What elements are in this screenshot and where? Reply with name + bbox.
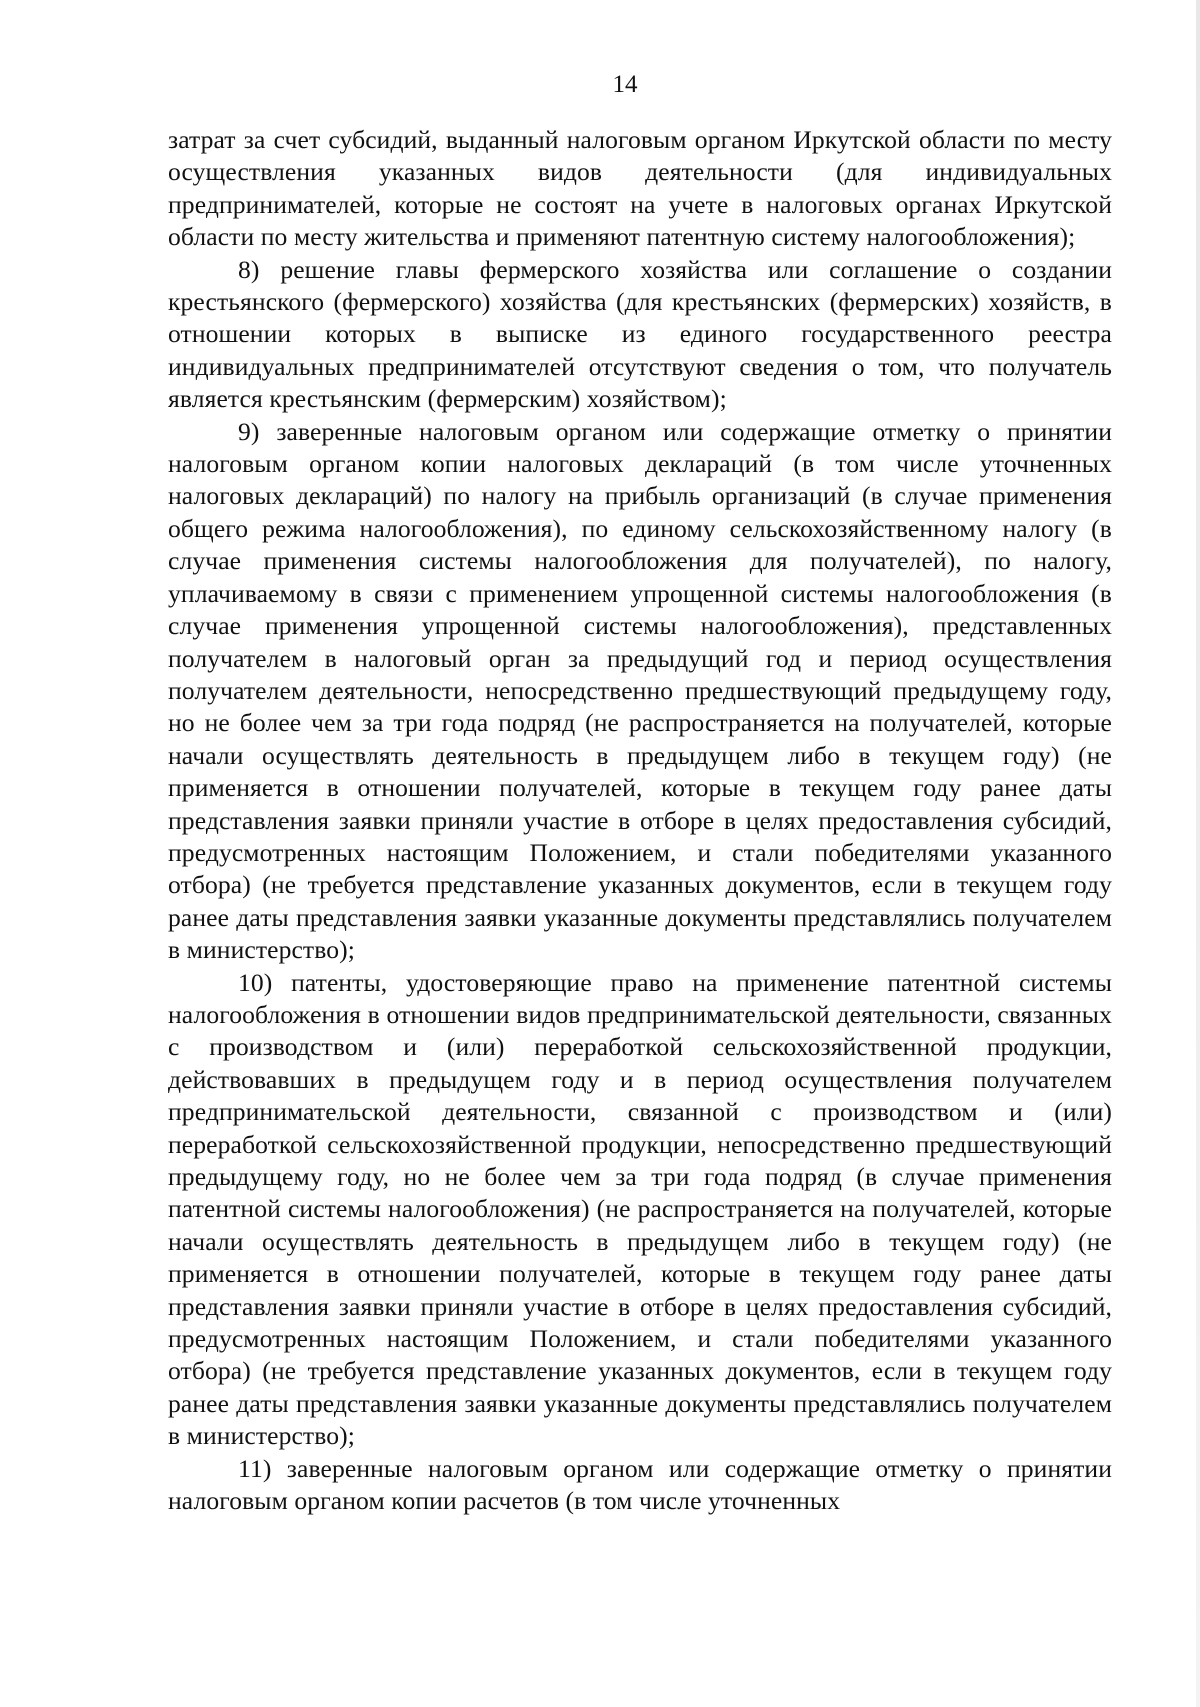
paragraph-item-11: 11) заверенные налоговым органом или содержащие отметку о принятии налоговым органом копии расчетов (в том числе уточненных [168, 1453, 1112, 1516]
paragraph-item-10: 10) патенты, удостоверяющие право на применение патентной системы налогообложения в отношении видов предпринимательской деятельности, связанных с производством и (или) переработкой сельскохозяйственной продукции, действовавших в предыдущем году и в период осуществления получателем предпринимательской деятельности, связанной с производством и (или) переработкой сельскохозяйственной продукции, непосредственно предшествующий предыдущему году, но не более чем за три года подряд (в случае применения патентной системы налогообложения) (не распространяется на получателей, которые начали осуществлять деятельность в предыдущем либо в текущем году) (не применяется в отношении получателей, которые в текущем году ранее даты представления заявки приняли участие в отборе в целях предоставления субсидий, предусмотренных настоящим Положением, и стали победителями указанного отбора) (не требуется представление указанных документов, если в текущем году ранее даты представления заявки указанные документы представлялись получателем в министерство); [168, 967, 1112, 1451]
page-number: 14 [612, 71, 638, 98]
paragraph-item-8: 8) решение главы фермерского хозяйства или соглашение о создании крестьянского (фермерского) хозяйства (для крестьянских (фермерских) хозяйств, в отношении которых в выписке из единого государственного реестра индивидуальных предпринимателей отсутствуют сведения о том, что получатель является крестьянским (фермерским) хозяйством); [168, 254, 1112, 414]
scan-edge [1196, 0, 1200, 1707]
paragraph-item-9: 9) заверенные налоговым органом или содержащие отметку о принятии налоговым органом копии налоговых деклараций (в том числе уточненных налоговых деклараций) по налогу на прибыль организаций (в случае применения общего режима налогообложения), по единому сельскохозяйственному налогу (в случае применения системы налогообложения для получателей), по налогу, уплачиваемому в связи с применением упрощенной системы налогообложения (в случае применения упрощенной системы налогообложения), представленных получателем в налоговый орган за предыдущий год и период осуществления получателем деятельности, непосредственно предшествующий предыдущему году, но не более чем за три года подряд (не распространяется на получателей, которые начали осуществлять деятельность в предыдущем либо в текущем году) (не применяется в отношении получателей, которые в текущем году ранее даты представления заявки приняли участие в отборе в целях предоставления субсидий, предусмотренных настоящим Положением, и стали победителями указанного отбора) (не требуется представление указанных документов, если в текущем году ранее даты представления заявки указанные документы представлялись получателем в министерство); [168, 416, 1112, 965]
paragraph-continuation: затрат за счет субсидий, выданный налоговым органом Иркутской области по месту осуществления указанных видов деятельности (для индивидуальных предпринимателей, которые не состоят на учете в налоговых органах Иркутской области по месту жительства и применяют патентную систему налогообложения); [168, 125, 1112, 252]
document-body [168, 124, 1112, 1517]
